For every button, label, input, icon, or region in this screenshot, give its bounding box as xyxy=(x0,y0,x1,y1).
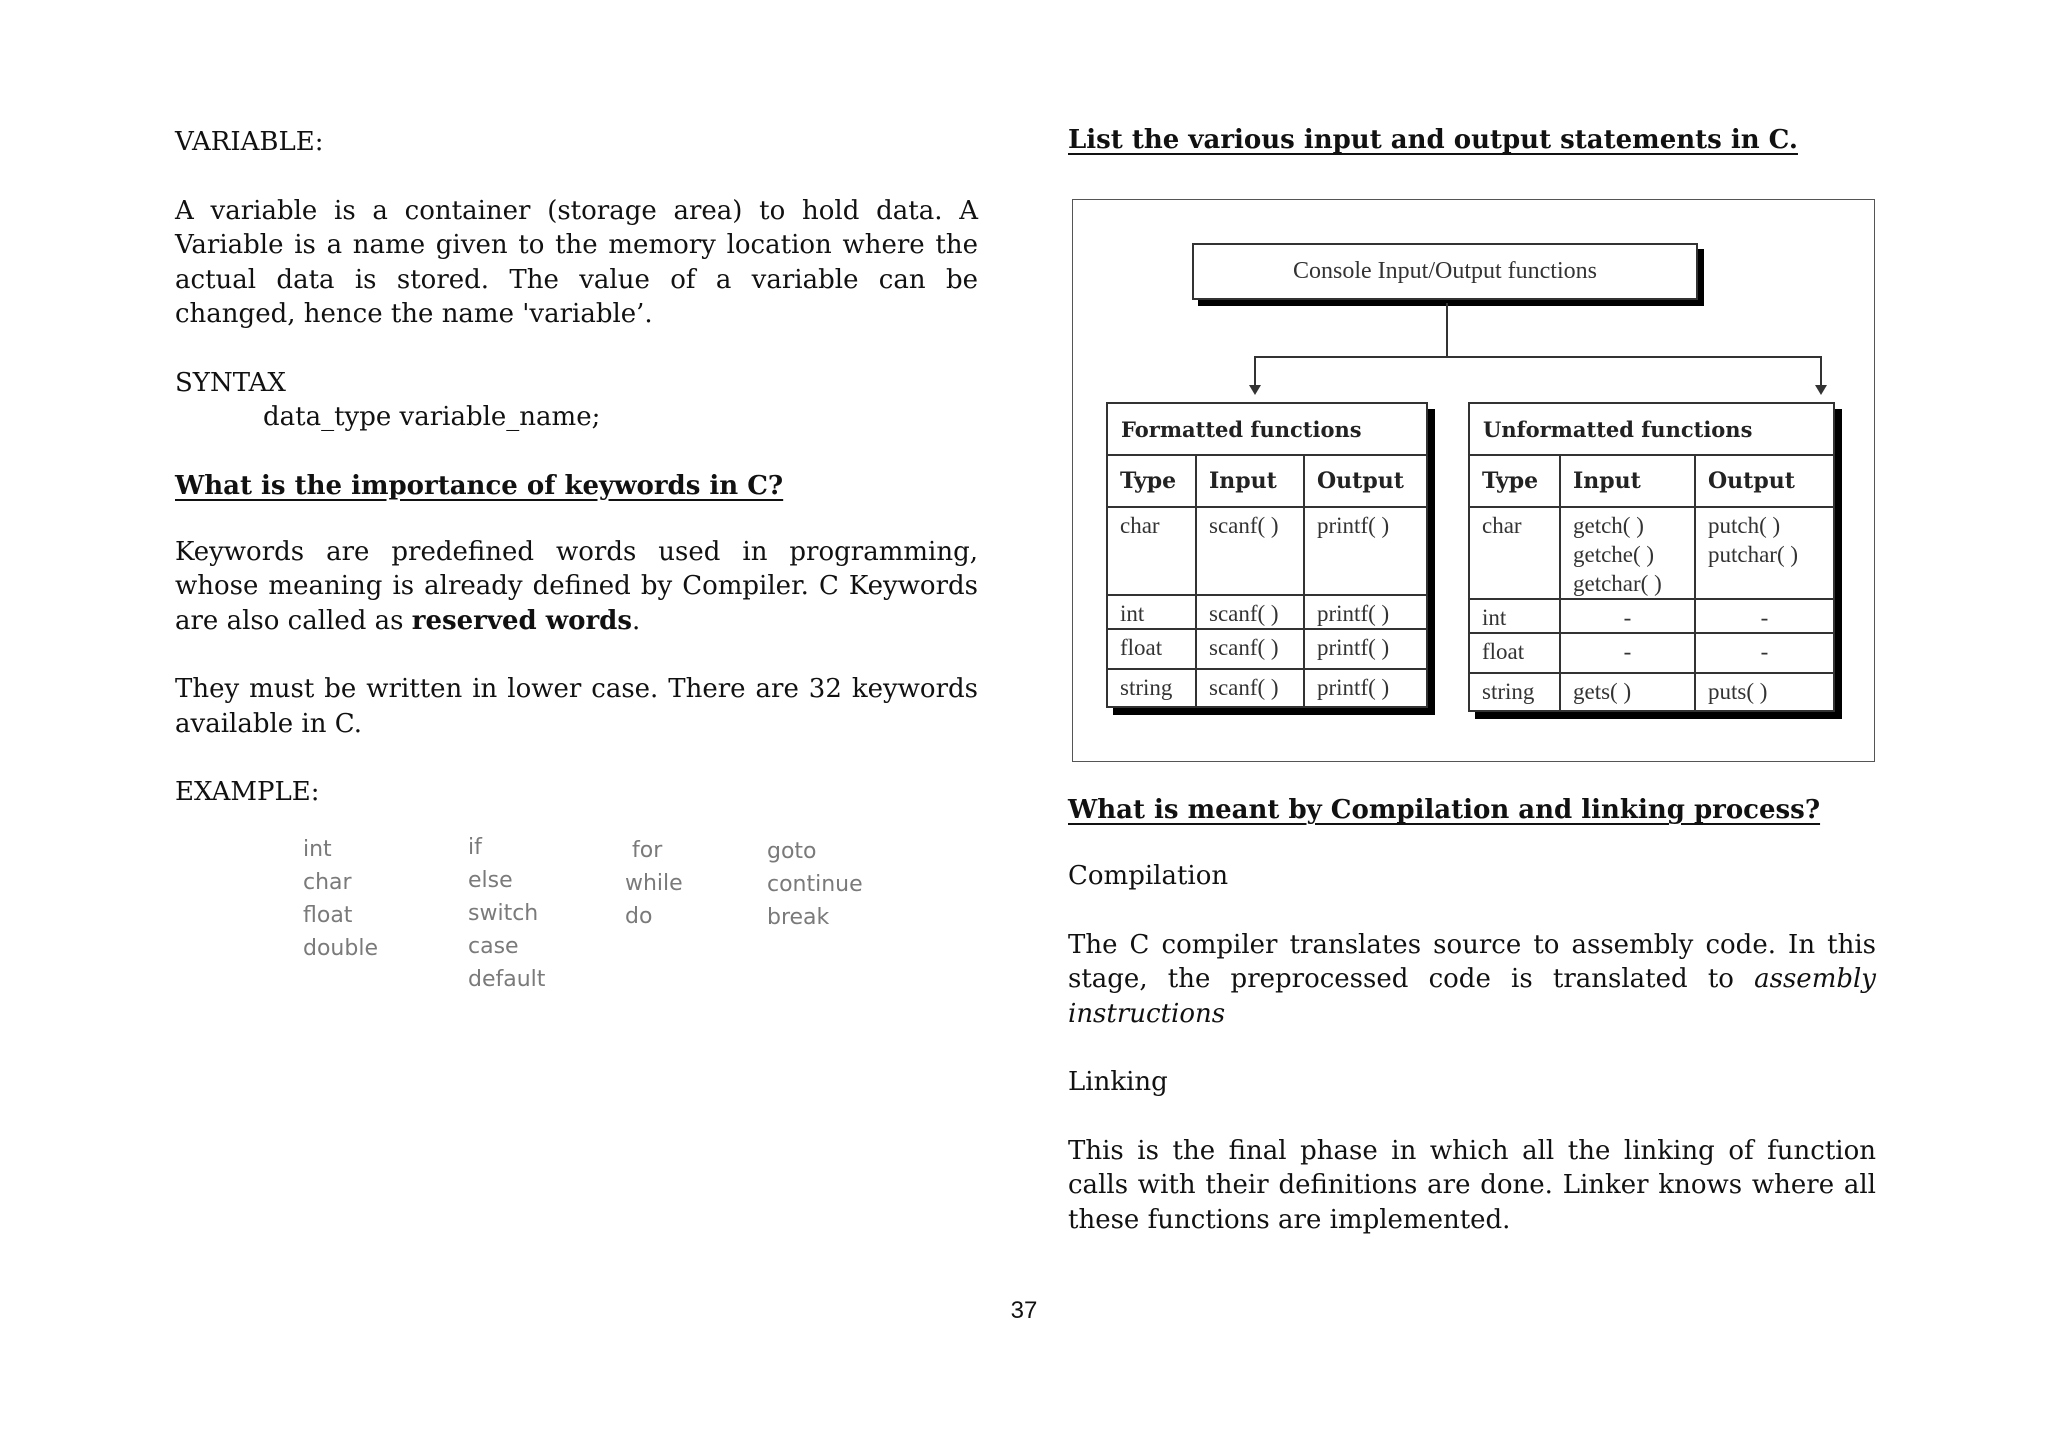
console-io-box: Console Input/Output functions xyxy=(1192,243,1698,300)
keyword: for xyxy=(632,838,663,863)
keyword: continue xyxy=(767,872,863,897)
keyword: case xyxy=(468,934,519,959)
left-column xyxy=(175,125,978,810)
io-question: List the various input and output statements in C. xyxy=(1068,125,1798,155)
keywords-definition: Keywords are predefined words used in programming, whose meaning is already defined by Compiler. C Keywords are also called as reserved words. xyxy=(175,536,978,636)
header-type: Type xyxy=(1470,456,1560,507)
syntax-label: SYNTAX xyxy=(175,367,286,398)
keyword: else xyxy=(468,868,513,893)
io-functions-diagram xyxy=(1072,199,1875,762)
header-output: Output xyxy=(1695,456,1833,507)
keyword: double xyxy=(303,936,378,961)
variable-heading: VARIABLE: xyxy=(175,127,324,157)
keyword: if xyxy=(468,835,482,860)
right-column xyxy=(1068,125,1876,155)
table-row: char getch( ) getche( ) getchar( ) putch( ) putchar( ) xyxy=(1470,507,1833,599)
arrow-down-icon xyxy=(1249,385,1261,395)
header-output: Output xyxy=(1304,456,1426,507)
keyword: switch xyxy=(468,901,539,926)
table-row: string gets( ) puts( ) xyxy=(1470,673,1833,710)
variable-definition: A variable is a container (storage area) to hold data. A Variable is a name given to the memory location where the actual data is stored. The value of a variable can be changed, hence the name 'variable’. xyxy=(175,195,978,329)
table-row: float - - xyxy=(1470,633,1833,673)
page-number: 37 xyxy=(1010,1297,1038,1324)
lowercase-note: They must be written in lower case. There are 32 keywords available in C. xyxy=(175,674,978,739)
keyword: default xyxy=(468,967,546,992)
compilation-text: The C compiler translates source to assembly code. In this stage, the preprocessed code is translated to assembly instructions xyxy=(1068,929,1876,1029)
keyword: goto xyxy=(767,839,817,864)
connector-line xyxy=(1254,356,1822,358)
unformatted-title: Unformatted functions xyxy=(1470,404,1833,456)
keyword: char xyxy=(303,870,352,895)
table-row: int - - xyxy=(1470,599,1833,633)
keyword: break xyxy=(767,905,830,930)
table-row: char scanf( ) printf( ) xyxy=(1108,507,1426,595)
formatted-title: Formatted functions xyxy=(1108,404,1426,456)
keyword-column-2 xyxy=(468,831,545,996)
compilation-question: What is meant by Compilation and linking process? xyxy=(1068,795,1821,825)
keyword-column-4 xyxy=(767,835,863,934)
table-row: float scanf( ) printf( ) xyxy=(1108,629,1426,669)
table-row: int scanf( ) printf( ) xyxy=(1108,595,1426,629)
arrow-down-icon xyxy=(1815,385,1827,395)
linking-label: Linking xyxy=(1068,1067,1168,1097)
keyword-column-3 xyxy=(625,834,683,933)
linking-text: This is the final phase in which all the linking of function calls with their definitions are done. Linker knows where all these functions are implemented. xyxy=(1068,1135,1876,1235)
compilation-label: Compilation xyxy=(1068,861,1229,891)
header-input: Input xyxy=(1196,456,1304,507)
example-label: EXAMPLE: xyxy=(175,777,320,807)
syntax-line: data_type variable_name; xyxy=(263,402,601,432)
keyword: float xyxy=(303,903,353,928)
keyword: do xyxy=(625,904,653,929)
compilation-section xyxy=(1068,795,1876,1237)
keyword: while xyxy=(625,871,683,896)
keyword-column-1 xyxy=(303,833,378,965)
connector-line xyxy=(1254,356,1256,386)
header-input: Input xyxy=(1560,456,1695,507)
connector-line xyxy=(1446,303,1448,357)
unformatted-functions-table xyxy=(1468,402,1835,712)
formatted-functions-table xyxy=(1106,402,1428,708)
connector-line xyxy=(1820,356,1822,386)
reserved-words: reserved words xyxy=(411,605,633,636)
keyword: int xyxy=(303,837,332,862)
table-row: string scanf( ) printf( ) xyxy=(1108,669,1426,706)
header-type: Type xyxy=(1108,456,1196,507)
keywords-question: What is the importance of keywords in C? xyxy=(175,470,784,501)
